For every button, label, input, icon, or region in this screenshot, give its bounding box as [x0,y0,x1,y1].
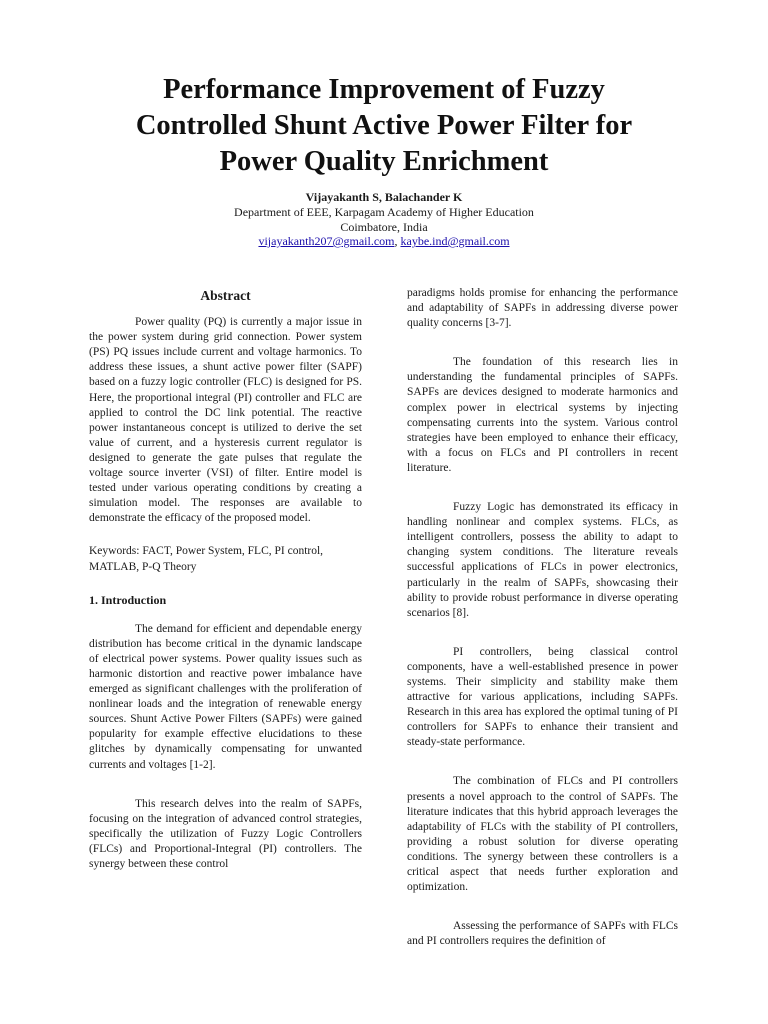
abstract-paragraph: Power quality (PQ) is currently a major issue in the power system during grid connection. Power system (PS) PQ issues include current and voltage harmonics. To address these issues, a shunt active power filter (SAPF) based on a fuzzy logic controller (FLC) is designed for PS. Here, the proportional integral (PI) controller and FLC are applied to control the DC link potential. The reactive power instantaneous concept is utilized to derive the set value of current, and a hysteresis current regulator is designed to generate the gate pulses that regulate the voltage source inverter (VSI) of filter. Entire model is tested under various operating conditions by creating a simulation model. The responses are available to demonstrate the efficacy of the proposed model. [89,316,362,525]
paper-header [0,72,768,249]
email-link[interactable]: kaybe.ind@gmail.com [400,234,510,248]
email-link[interactable]: vijayakanth207@gmail.com [258,234,395,248]
affiliation-department: Department of EEE, Karpagam Academy of Higher Education [234,205,534,219]
author-names: Vijayakanth S, Balachander K [305,190,463,204]
title-line: Power Quality Enrichment [219,146,549,177]
right-column [407,286,678,949]
abstract-heading: Abstract [200,288,251,303]
title-line: Controlled Shunt Active Power Filter for [135,110,633,141]
body-paragraph: PI controllers, being classical control components, have a well-established presence in power systems. Their simplicity and stability make them attractive for various applications, including SAPFs. Research in this area has explored the optimal tuning of PI controllers for SAPFs to enhance their transient and steady-state performance. [407,645,678,749]
body-paragraph: The foundation of this research lies in understanding the fundamental principles of SAPFs. SAPFs are devices designed to moderate harmonics and complex power in electrical systems by injecting compensating currents into the system. Various control strategies have been employed to enhance their efficacy, with a focus on FLCs and PI controllers in recent literature. [407,356,678,474]
affiliation-location: Coimbatore, India [340,219,428,234]
body-paragraph: Assessing the performance of SAPFs with FLCs and PI controllers requires the definition of [407,920,678,948]
body-paragraph: The demand for efficient and dependable energy distribution has become critical in the dynamic landscape of electrical power systems. Power quality issues such as harmonic distortion and reactive power imbalance have emerged as significant challenges with the proliferation of nonlinear loads and the integration of renewable energy sources. Shunt Active Power Filters (SAPFs) were gained popularity for example effective elucidations to these glitches by dynamically compensating for unwanted currents and voltages [1-2]. [89,622,362,771]
title-line: Performance Improvement of Fuzzy [163,74,605,105]
author-emails [0,234,768,249]
body-paragraph: This research delves into the realm of SAPFs, focusing on the integration of advanced control strategies, specifically the utilization of Fuzzy Logic Controllers (FLCs) and Proportional-Integral (PI) controllers. The synergy between these control [89,797,362,870]
body-paragraph: Fuzzy Logic has demonstrated its efficacy in handling nonlinear and complex systems. FLCs, as intelligent controllers, possess the ability to adapt to changing system conditions. The literature reveals successful applications of FLCs in power electronics, particularly in the realm of SAPFs, showcasing their ability to provide robust performance in diverse operating scenarios [8]. [407,501,678,619]
left-column [89,286,362,872]
paper-title [0,72,768,180]
keywords-line: Keywords: FACT, Power System, FLC, PI control, MATLAB, P-Q Theory [89,545,324,573]
introduction-heading: 1. Introduction [89,592,167,607]
body-paragraph: paradigms holds promise for enhancing the performance and adaptability of SAPFs in addressing diverse power quality concerns [3-7]. [407,287,678,330]
email-separator: , [394,234,401,248]
body-paragraph: The combination of FLCs and PI controllers presents a novel approach to the control of SAPFs. The literature indicates that this hybrid approach leverages the adaptability of FLCs with the stability of PI controllers, providing a robust solution for diverse operating conditions. The synergy between these controllers is a critical aspect that needs further exploration and optimization. [407,775,678,894]
